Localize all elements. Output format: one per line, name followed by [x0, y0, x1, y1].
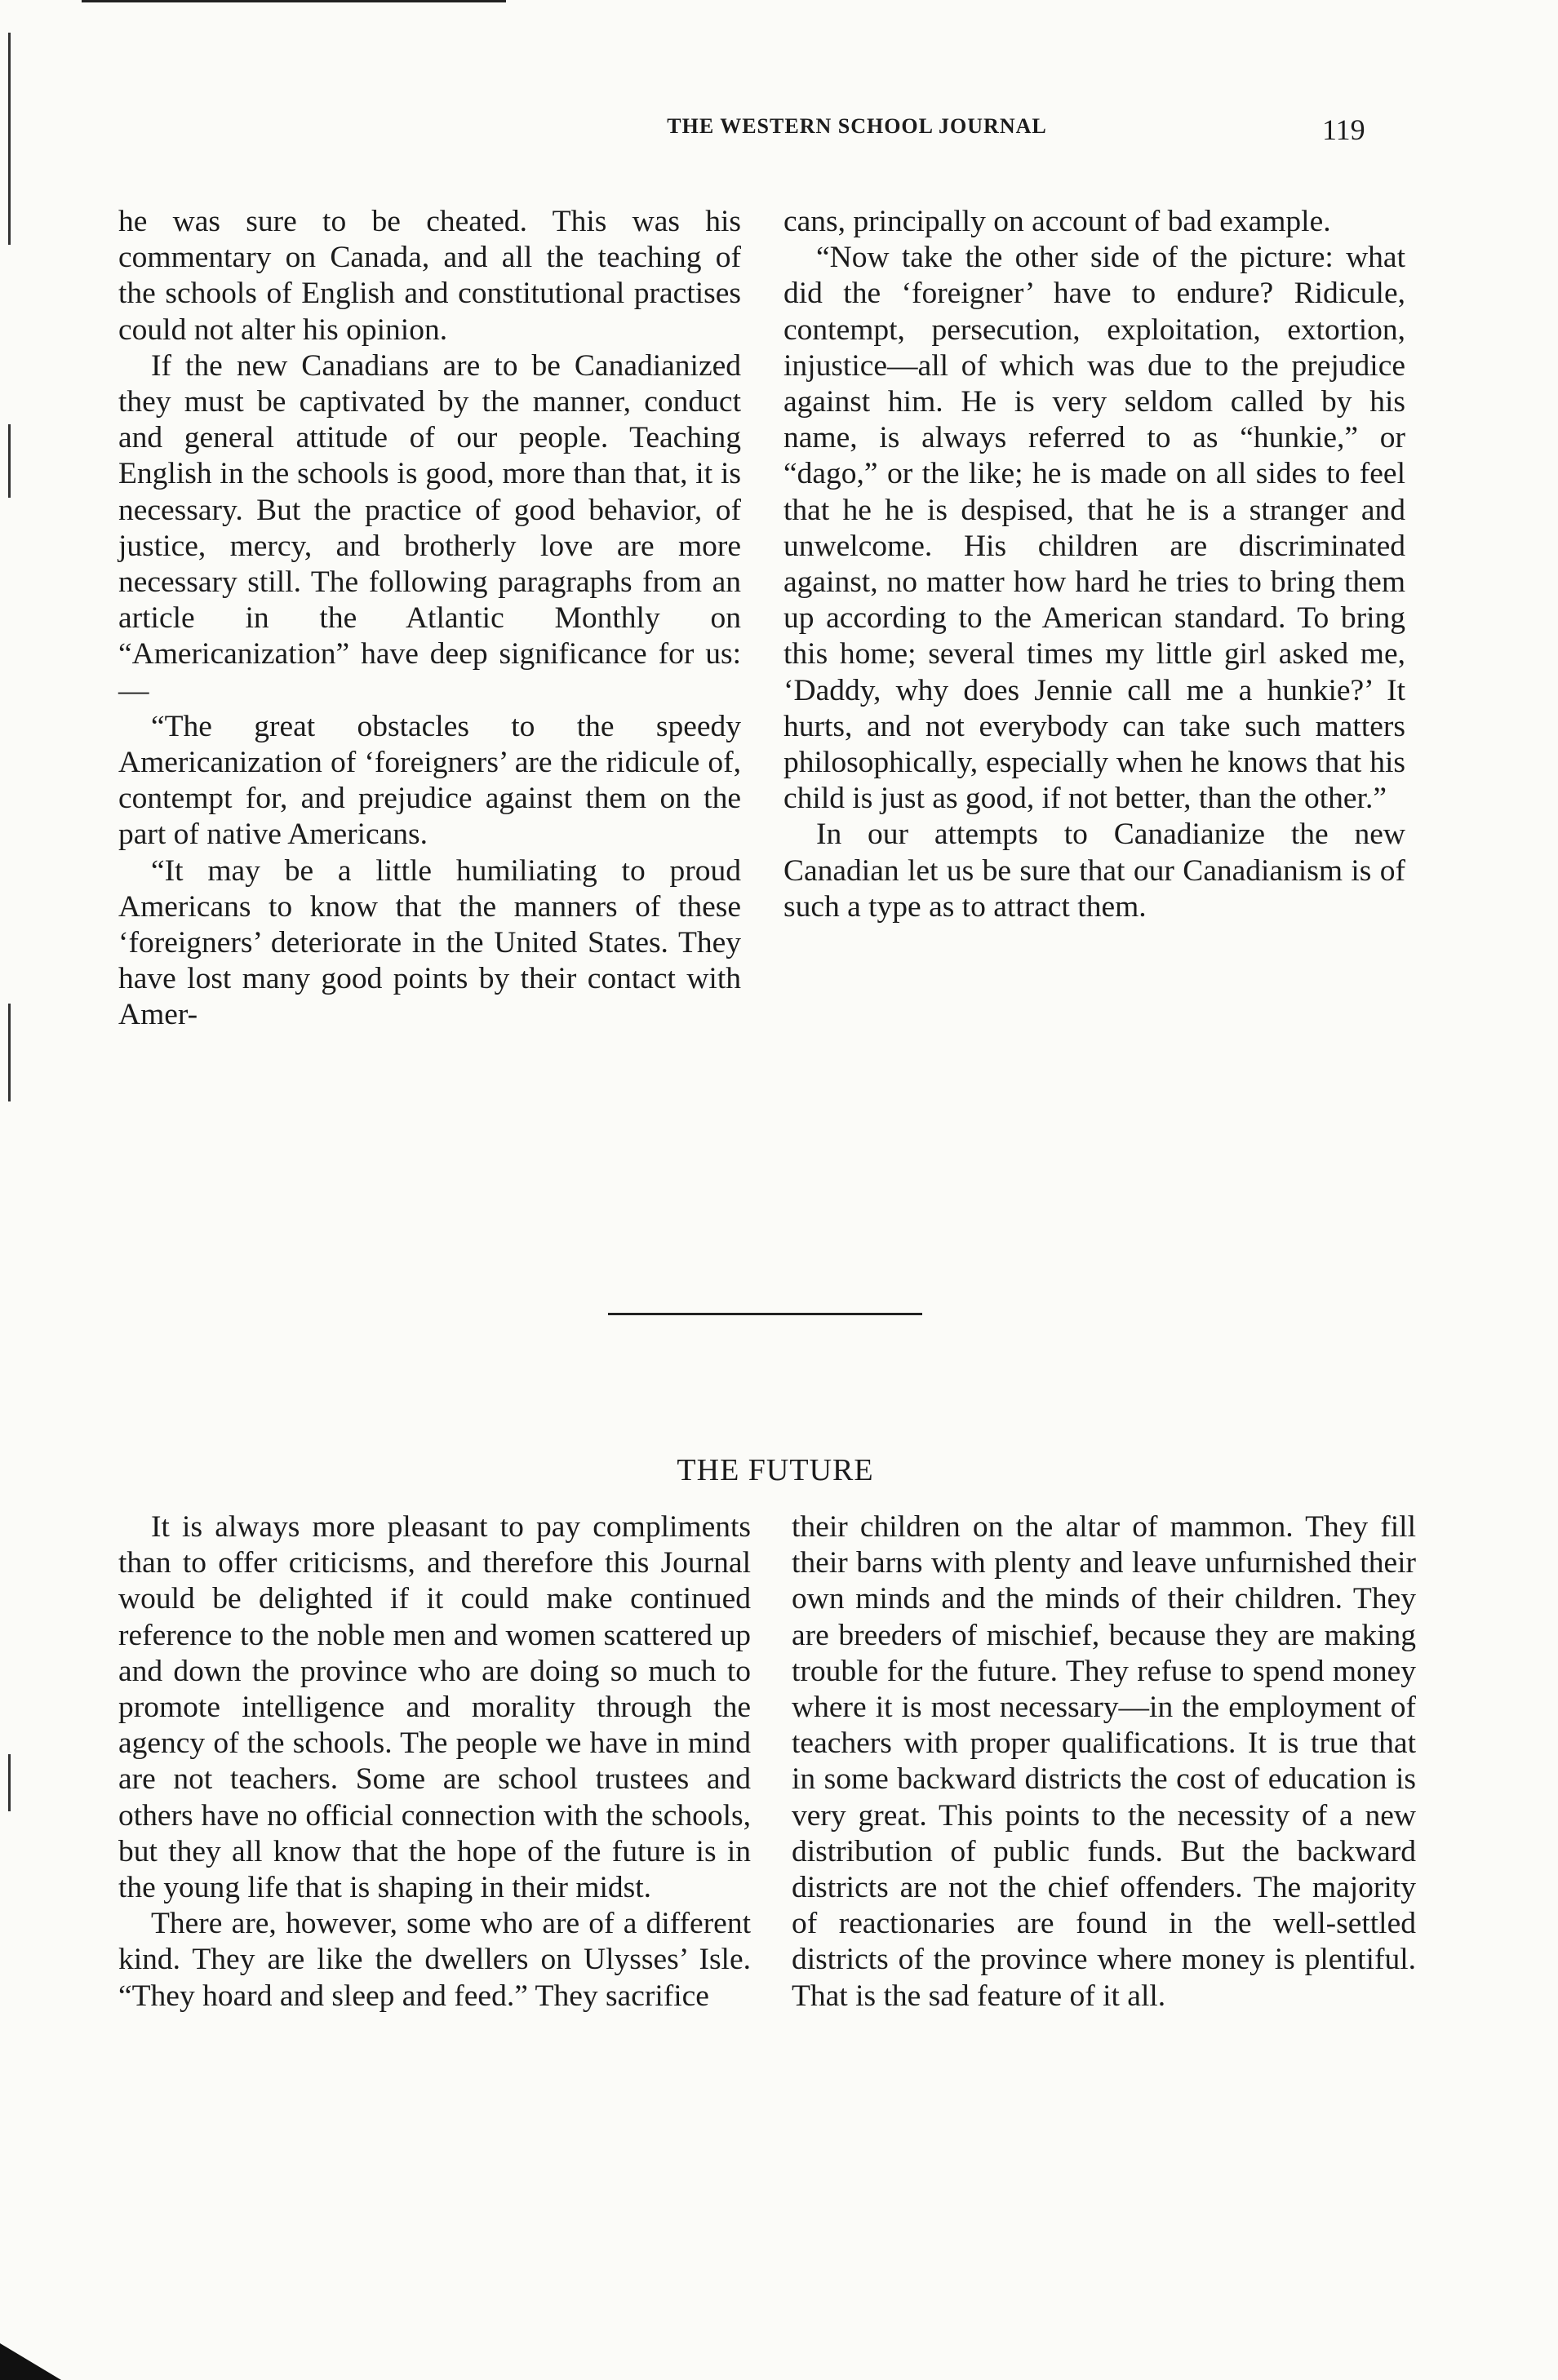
paragraph: “It may be a little humiliating to proud Americans to know that the manners of these ‘foreigners’ deteriorate in the United States. They have lost many good points by their contact with Amer-	[118, 853, 741, 1032]
paragraph: In our attempts to Canadianize the new Canadian let us be sure that our Canadianism is of such a type as to attract them.	[783, 818, 1405, 924]
section-divider	[608, 1313, 922, 1315]
paragraph: There are, however, some who are of a different kind. They are like the dwellers on Ulysses’ Isle. “They hoard and sleep and feed.” They sacrifice	[118, 1907, 751, 2013]
paragraph: It is always more pleasant to pay compliments than to offer criticisms, and therefore this Journal would be delighted if it could make continued reference to the noble men and women scattered up and down the province who are doing so much to promote intelligence and morality through the agency of the schools. The people we have in mind are not teachers. Some are school trustees and others have no official connection with the schools, but they all know that the hope of the future is in the young life that is shaping in their midst.	[118, 1510, 751, 1905]
paragraph: “Now take the other side of the picture: what did the ‘foreigner’ have to endure? Ridicule, contempt, persecution, exploitation, extortion, injustice—all of which was due to the prejudice against him. He is very seldom called by his name, is always referred to as “hunkie,” or “dago,” or the like; he is made on all sides to feel that he he is despised, that he is a stranger and unwelcome. His children are discriminated against, no matter how hard he tries to bring them up according to the American standard. To bring this home; several times my little girl asked me, ‘Daddy, why does Jennie call me a hunkie?’ It hurts, and not everybody can take such matters philosophically, especially when he knows that his child is just as good, if not better, than the other.”	[783, 241, 1405, 816]
upper-left-column	[118, 204, 741, 1034]
binding-edge-mark	[8, 33, 11, 245]
paragraph: he was sure to be cheated. This was his commentary on Canada, and all the teaching of the schools of English and constitutional practises could not alter his opinion.	[118, 205, 741, 347]
running-header: THE WESTERN SCHOOL JOURNAL	[667, 114, 1047, 138]
scan-corner-shadow	[0, 2343, 61, 2380]
page-number: 119	[1322, 113, 1365, 146]
binding-edge-mark	[8, 424, 11, 498]
top-rule	[82, 0, 506, 2]
paragraph: cans, principally on account of bad example.	[783, 205, 1331, 238]
upper-right-column	[783, 204, 1405, 925]
binding-edge-mark	[8, 1004, 11, 1101]
lower-right-column	[792, 1509, 1416, 2014]
paragraph: “The great obstacles to the speedy Americanization of ‘foreigners’ are the ridicule of, contempt for, and prejudice against them on the part of native Americans.	[118, 709, 741, 852]
paragraph: their children on the altar of mammon. They fill their barns with plenty and leave unfurnished their own minds and the minds of their children. They are breeders of mischief, because they are making trouble for the future. They refuse to spend money where it is most necessary—in the employment of teachers with proper qualifications. It is true that in some backward districts the cost of education is very great. This points to the necessity of a new distribution of public funds. But the backward districts are not the chief offenders. The majority of reactionaries are found in the well-settled districts of the province where money is plentiful. That is the sad feature of it all.	[792, 1510, 1416, 2013]
paragraph: If the new Canadians are to be Canadianized they must be captivated by the manner, conduct and general attitude of our people. Teaching English in the schools is good, more than that, it is necessary. But the practice of good behavior, of justice, mercy, and brotherly love are more necessary still. The following paragraphs from an article in the Atlantic Monthly on “Americanization” have deep significance for us:—	[118, 348, 741, 707]
binding-edge-mark	[8, 1754, 11, 1811]
section-title: THE FUTURE	[677, 1453, 874, 1487]
lower-left-column	[118, 1509, 751, 2014]
